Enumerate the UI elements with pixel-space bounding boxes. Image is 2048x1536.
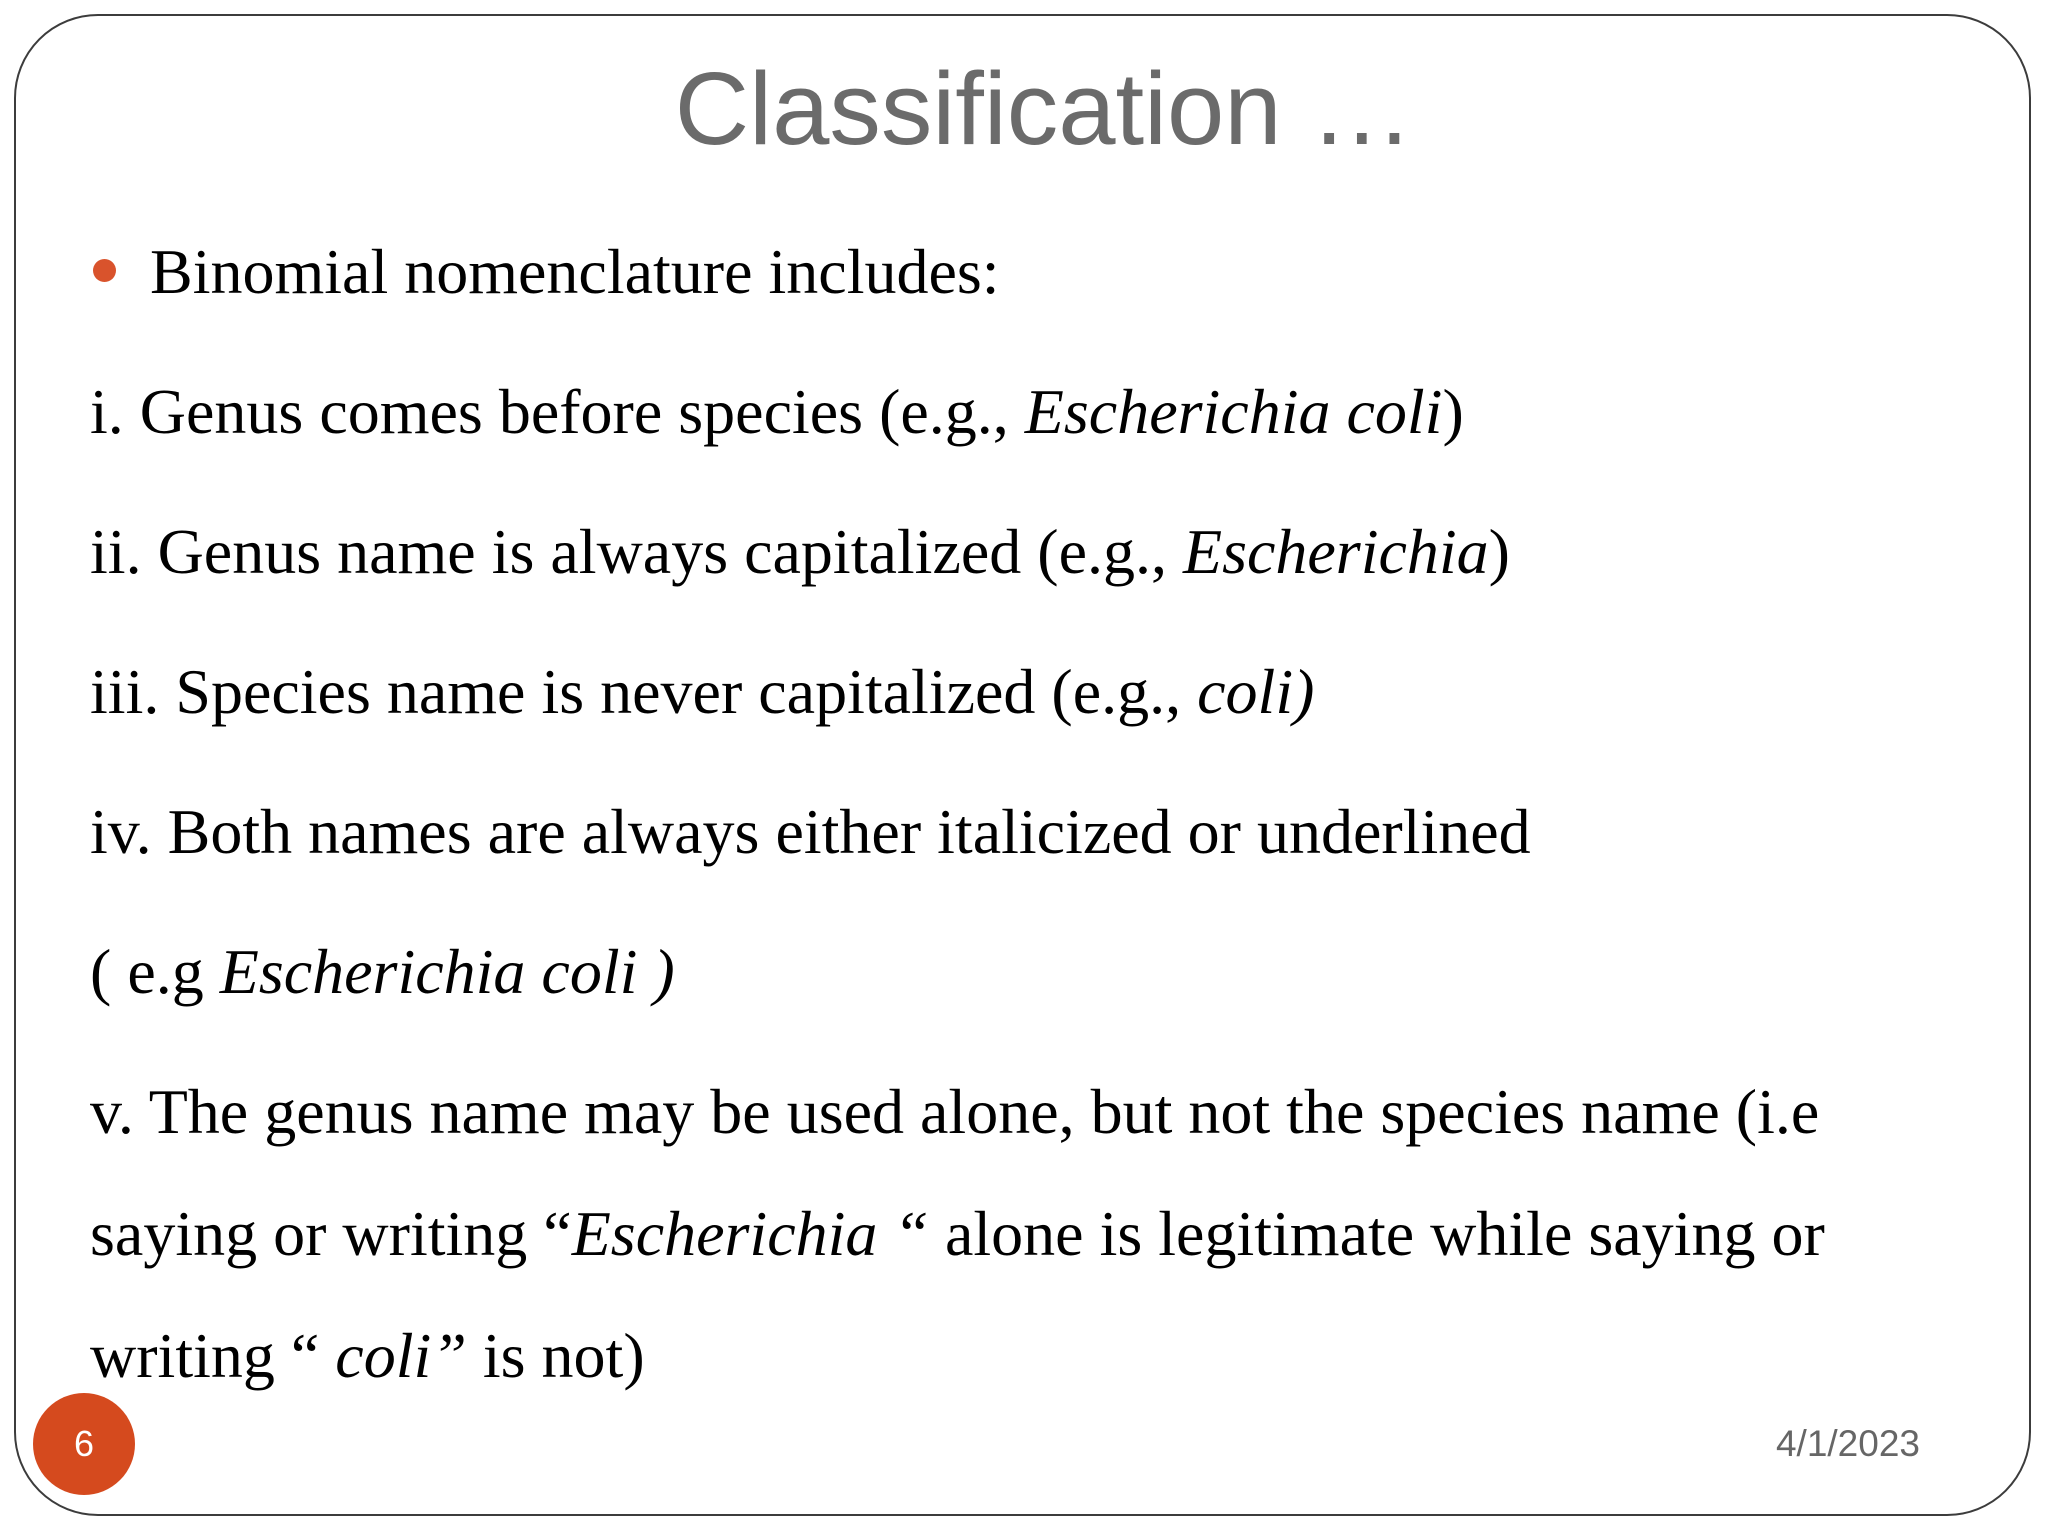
item-iii-italic: coli) bbox=[1197, 656, 1315, 727]
item-v-line2-italic: Escherichia “ bbox=[571, 1198, 929, 1269]
item-iii bbox=[90, 656, 1315, 727]
item-iv-example-text: ( e.g bbox=[90, 936, 220, 1007]
item-iv-example bbox=[90, 936, 675, 1007]
item-v-line2 bbox=[90, 1198, 1825, 1269]
item-ii-after: ) bbox=[1488, 516, 1510, 587]
item-iv: iv. Both names are always either italicized or underlined bbox=[90, 796, 1531, 867]
bullet-text: Binomial nomenclature includes: bbox=[150, 236, 1000, 307]
item-i-text: i. Genus comes before species (e.g., bbox=[90, 376, 1025, 447]
slide-title: Classification … bbox=[674, 51, 1414, 166]
slide-date: 4/1/2023 bbox=[1775, 1423, 1920, 1464]
item-v-line3-text: writing “ bbox=[90, 1320, 336, 1391]
item-v-line2-text: saying or writing “ bbox=[90, 1198, 572, 1269]
item-ii-text: ii. Genus name is always capitalized (e.g., bbox=[90, 516, 1183, 587]
item-ii-italic: Escherichia bbox=[1182, 516, 1489, 587]
bullet-dot-icon bbox=[93, 259, 116, 282]
item-v-line3-italic: coli” bbox=[335, 1320, 467, 1391]
item-iii-text: iii. Species name is never capitalized (e.g., bbox=[90, 656, 1198, 727]
item-v-line3-after: is not) bbox=[466, 1320, 645, 1391]
item-i bbox=[90, 376, 1464, 447]
item-v-line1: v. The genus name may be used alone, but not the species name (i.e bbox=[90, 1076, 1820, 1147]
item-iv-example-italic: Escherichia coli ) bbox=[219, 936, 675, 1007]
item-v-line3 bbox=[90, 1320, 645, 1391]
item-v-line2-after: alone is legitimate while saying or bbox=[928, 1198, 1825, 1269]
item-i-after: ) bbox=[1442, 376, 1464, 447]
page-number-badge: 6 bbox=[33, 1393, 135, 1495]
item-i-italic: Escherichia coli bbox=[1024, 376, 1443, 447]
item-ii bbox=[90, 516, 1510, 587]
